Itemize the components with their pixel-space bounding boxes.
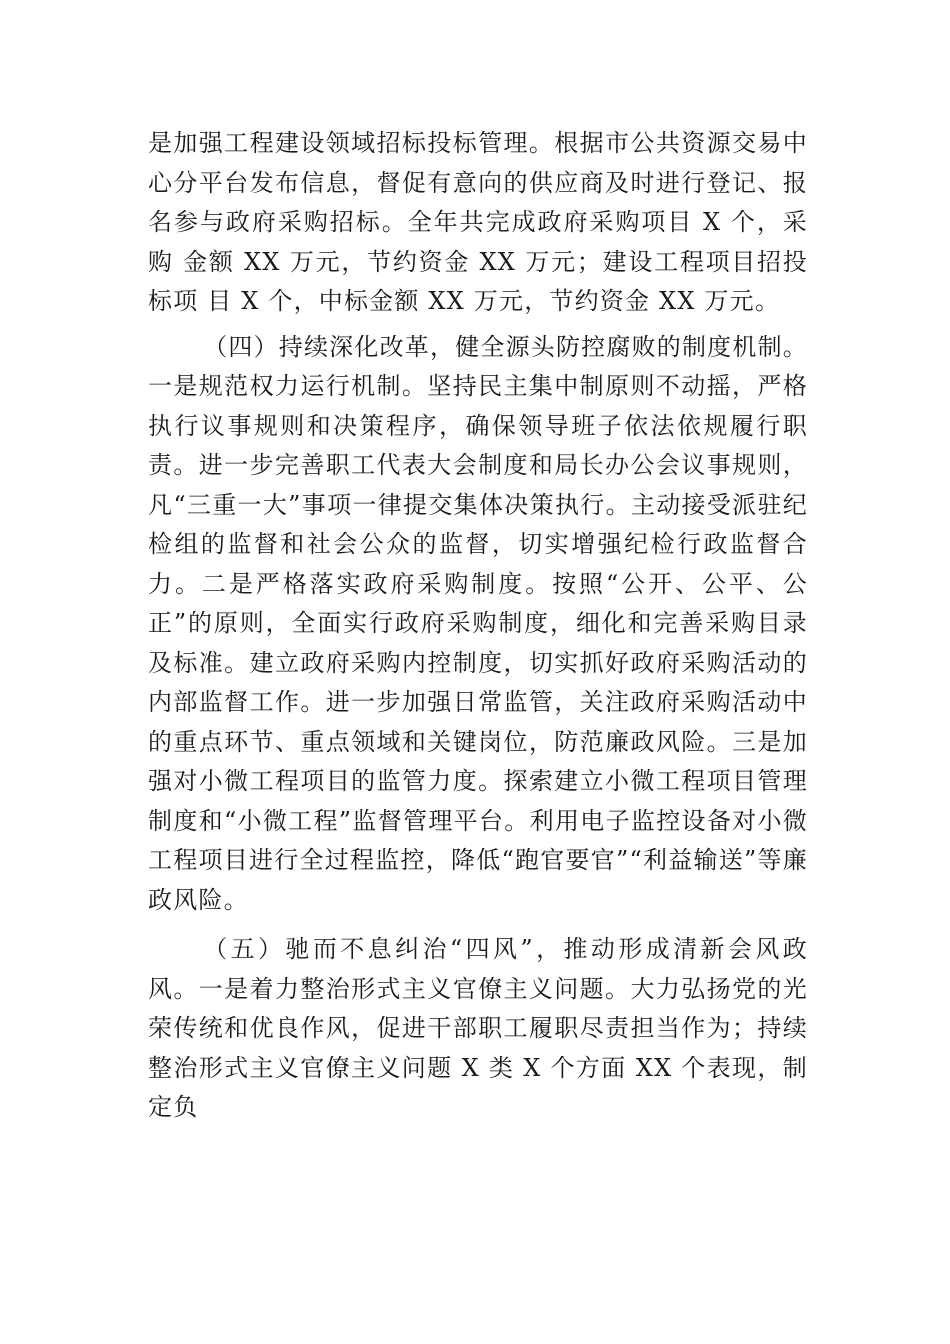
paragraph-section-five-four-winds: （五）驰而不息纠治“四风”，推动形成清新会风政风。一是着力整治形式主义官僚主义问题。大力弘扬党的光荣传统和优良作风，促进干部职工履职尽责担当作为；持续整治形式主义官僚主义问题 X 类 X 个方面 XX 个表现，制定负 <box>148 935 808 1121</box>
paragraph-section-four-reform: （四）持续深化改革，健全源头防控腐败的制度机制。一是规范权力运行机制。坚持民主集中制原则不动摇，严格执行议事规则和决策程序，确保领导班子依法依规履行职责。进一步完善职工代表大会制度和局长办公会议事规则，凡“三重一大”事项一律提交集体决策执行。主动接受派驻纪检组的监督和社会公众的监督，切实增强纪检行政监督合力。二是严格落实政府采购制度。按照“公开、公平、公正”的原则，全面实行政府采购制度，细化和完善采购目录及标准。建立政府采购内控制度，切实抓好政府采购活动的内部监督工作。进一步加强日常监管，关注政府采购活动中的重点环节、重点领域和关键岗位，防范廉政风险。三是加强对小微工程项目的监管力度。探索建立小微工程项目管理制度和“小微工程”监督管理平台。利用电子监控设备对小微工程项目进行全过程监控，降低“跑官要官”“利益输送”等廉政风险。 <box>148 332 808 914</box>
document-page <box>148 124 808 1128</box>
paragraph-procurement-bidding: 是加强工程建设领域招标投标管理。根据市公共资源交易中心分平台发布信息，督促有意向的供应商及时进行登记、报名参与政府采购招标。全年共完成政府采购项目 X 个，采购 金额 XX 万元，节约资金 XX 万元；建设工程项目招投标项 目 X 个，中标金额 XX 万元，节约资金 XX 万元。 <box>148 129 808 315</box>
